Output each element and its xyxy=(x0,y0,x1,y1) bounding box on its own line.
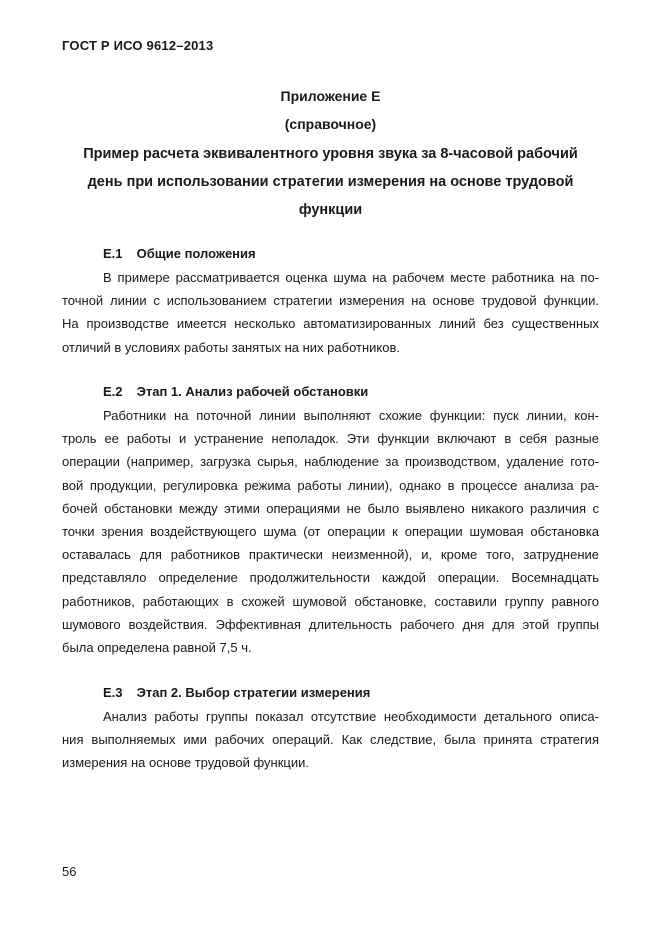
section-title: Этап 2. Выбор стратегии измерения xyxy=(136,685,371,700)
text-line: оставалась для работников практически неизменной), и, кроме того, затруднение xyxy=(62,547,599,563)
text-line: троль ее работы и устранение неполадок. Эти функции включают в себя разные xyxy=(62,431,599,447)
text-line: операции (например, загрузка сырья, наблюдение за производством, удаление гото- xyxy=(62,454,599,470)
text-line: шумового воздействия. Эффективная длительность рабочего дня для этой группы xyxy=(62,616,599,632)
standard-header: ГОСТ Р ИСО 9612–2013 xyxy=(62,38,214,53)
section-heading-e2 xyxy=(103,384,368,399)
text-line: Анализ работы группы показал отсутствие необходимости детального описа- xyxy=(103,709,599,724)
appendix-main-title xyxy=(62,140,599,224)
section-title: Этап 1. Анализ рабочей обстановки xyxy=(136,384,369,399)
main-title-line: день при использовании стратегии измерения на основе трудовой xyxy=(87,174,574,190)
section-number: Е.2 xyxy=(103,384,123,399)
text-line: Работники на поточной линии выполняют схожие функции: пуск линии, кон- xyxy=(103,408,599,423)
appendix-title: Приложение Е xyxy=(280,88,381,104)
section-number: Е.1 xyxy=(103,246,123,261)
text-line: бочей обстановки между этими операциями не было выявлено никакого различия с xyxy=(62,500,599,516)
text-line: отличий в условиях работы занятых на них работников. xyxy=(62,339,400,355)
section-body-e2 xyxy=(62,404,599,659)
main-title-line: Пример расчета эквивалентного уровня звука за 8-часовой рабочий xyxy=(83,146,578,162)
section-heading-e3 xyxy=(103,685,370,700)
text-line: вой продукции, регулировка режима работы линии), однако в процессе анализа ра- xyxy=(62,477,599,493)
text-line: точной линии с использованием стратегии измерения на основе трудовой функции. xyxy=(62,293,599,309)
section-number: Е.3 xyxy=(103,685,123,700)
text-line: ния выполняемых ими рабочих операций. Как следствие, была принята стратегия xyxy=(62,732,599,748)
text-line: работников, работающих в схожей шумовой обстановке, составили группу равного xyxy=(62,593,599,609)
main-title-line: функции xyxy=(298,202,363,218)
page-number: 56 xyxy=(62,864,77,879)
text-line: В примере рассматривается оценка шума на рабочем месте работника на по- xyxy=(103,270,599,285)
section-body-e1 xyxy=(62,266,599,359)
text-line: измерения на основе трудовой функции. xyxy=(62,755,309,771)
text-line: точки зрения воздействующего шума (от операции к операции шумовая обстановка xyxy=(62,524,599,540)
text-line: представляло определение продолжительности каждой операции. Восемнадцать xyxy=(62,570,599,586)
appendix-kind: (справочное) xyxy=(284,116,377,132)
section-heading-e1 xyxy=(103,246,256,261)
text-line: была определена равной 7,5 ч. xyxy=(62,640,252,656)
text-line: На производстве имеется несколько автоматизированных линий без существенных xyxy=(62,316,599,332)
section-title: Общие положения xyxy=(136,246,256,261)
section-body-e3 xyxy=(62,705,599,775)
